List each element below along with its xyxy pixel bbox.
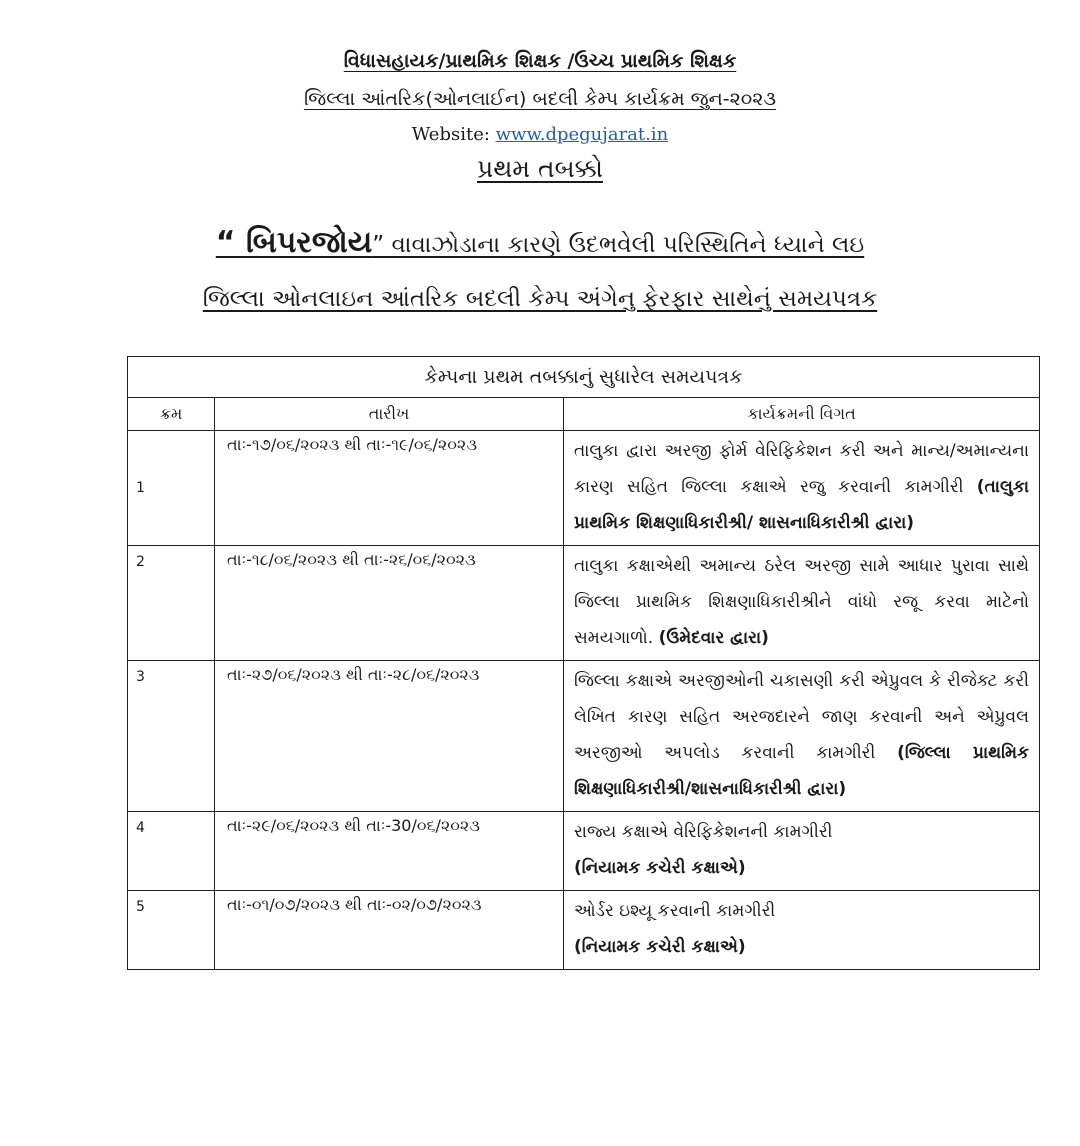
phase-heading: પ્રથમ તબક્કો [477,154,603,183]
notice-cyclone-name: બિપરજોય [245,225,373,260]
table-row [128,661,1040,812]
row-details-responsible: (નિયામક કચેરી કક્ષાએ) [574,937,746,957]
row-date: તાઃ-૧૭/૦૬/૨૦૨૩ થી તાઃ-૧૯/૦૬/૨૦૨૩ [215,431,564,546]
col-header-date: તારીખ [215,398,564,431]
row-date: તાઃ-૨૯/૦૬/૨૦૨૩ થી તાઃ-30/૦૬/૨૦૨૩ [215,812,564,891]
col-header-details: કાર્યક્રમની વિગત [564,398,1040,431]
website-line [0,124,1080,145]
table-row [128,812,1040,891]
row-date: તાઃ-૦૧/૦૭/૨૦૨૩ થી તાઃ-૦૨/૦૭/૨૦૨૩ [215,891,564,970]
row-details-responsible: (તાલુકા પ્રાથમિક શિક્ષણાધિકારીશ્રી/ શાસનાધિકારીશ્રી દ્વારા) [574,477,1029,533]
row-number: 4 [128,812,215,891]
row-number: 5 [128,891,215,970]
row-number: 1 [128,431,215,546]
row-details-text: તાલુકા કક્ષાએથી અમાન્ય ઠરેલ અરજી સામે આધાર પુરાવા સાથે જિલ્લા પ્રાથમિક શિક્ષણાધિકારીશ્રીને વાંધો રજૂ કરવા માટેનો સમયગાળો. [574,556,1029,648]
header-title-line1: વિધાસહાયક/પ્રાથમિક શિક્ષક /ઉચ્ચ પ્રાથમિક શિક્ષક [343,50,737,72]
row-details [564,812,1040,891]
row-details-text: રાજ્ય કક્ષાએ વેરિફિકેશનની કામગીરી [574,822,833,842]
notice-line2: જિલ્લા ઓનલાઇન આંતરિક બદલી કેમ્પ અંગેનુ ફેરફાર સાથેનું સમયપત્રક [202,286,878,312]
row-details-responsible: (નિયામક કચેરી કક્ષાએ) [574,858,746,878]
table-row [128,891,1040,970]
notice-rest: ” વાવાઝોડાના કારણે ઉદભવેલી પરિસ્થિતિને ધ્યાને લઇ [372,232,865,258]
row-details [564,891,1040,970]
website-link[interactable]: www.dpegujarat.in [495,124,669,145]
row-details-text: ઓર્ડર ઇશ્યૂ કરવાની કામગીરી [574,901,776,921]
row-details-responsible: (જિલ્લા પ્રાથમિક શિક્ષણાધિકારીશ્રી/શાસનાધિકારીશ્રી દ્વારા) [574,743,1029,799]
table-row [128,546,1040,661]
website-label: Website: [411,124,496,145]
row-number: 3 [128,661,215,812]
row-details [564,661,1040,812]
col-header-serial: ક્રમ [128,398,215,431]
header-title-line2: જિલ્લા આંતરિક(ઓનલાઈન) બદલી કેમ્પ કાર્યક્રમ જુન-૨૦૨૩ [303,88,777,110]
row-details [564,431,1040,546]
row-details-text: તાલુકા દ્વારા અરજી ફોર્મ વેરિફિકેશન કરી અને માન્ય/અમાન્યના કારણ સહિત જિલ્લા કક્ષાએ રજુ કરવાની કામગીરી [574,441,1029,497]
notice-quote-open: “ [215,225,246,260]
row-details [564,546,1040,661]
row-number: 2 [128,546,215,661]
table-row [128,431,1040,546]
notice-line1 [0,225,1080,260]
row-date: તાઃ-૧૮/૦૬/૨૦૨૩ થી તાઃ-૨૬/૦૬/૨૦૨૩ [215,546,564,661]
schedule-table [127,356,1040,970]
row-details-text: જિલ્લા કક્ષાએ અરજીઓની ચકાસણી કરી એપ્રુવલ કે રીજેક્ટ કરી લેખિત કારણ સહિત અરજદારને જાણ કરવાની અને એપ્રુવલ અરજીઓ અપલોડ કરવાની કામગીરી [574,671,1029,763]
row-date: તાઃ-૨૭/૦૬/૨૦૨૩ થી તાઃ-૨૮/૦૬/૨૦૨૩ [215,661,564,812]
row-details-responsible: (ઉમેદવાર દ્વારા) [658,628,769,648]
table-caption: કેમ્પના પ્રથમ તબક્કાનું સુધારેલ સમયપત્રક [128,357,1040,398]
